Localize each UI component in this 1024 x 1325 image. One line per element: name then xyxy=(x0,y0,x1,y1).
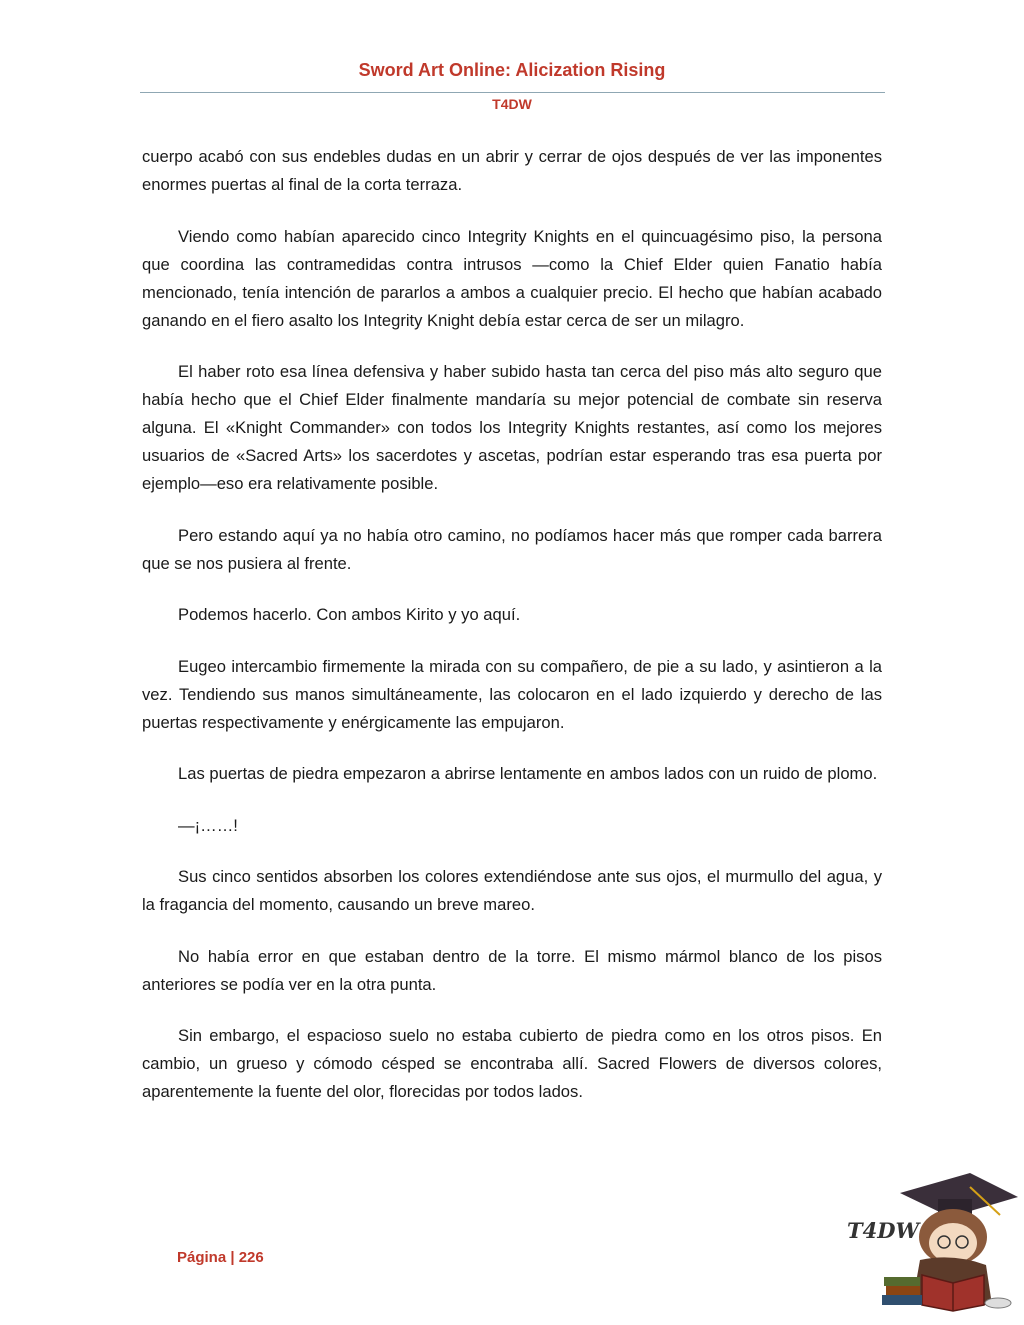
paragraph: Podemos hacerlo. Con ambos Kirito y yo aquí. xyxy=(178,605,521,624)
paragraph: Eugeo intercambio firmemente la mirada con su compañero, de pie a su lado, y asintieron a la vez. Tendiendo sus manos simultáneamente, las colocaron en el lado izquierdo y derecho de las puertas respectivamente y enérgicamente las empujaron. xyxy=(142,656,882,732)
paragraph: Sin embargo, el espacioso suelo no estaba cubierto de piedra como en los otros pisos. En cambio, un grueso y cómodo césped se encontraba allí. Sacred Flowers de diversos colores, aparentemente la fuente del olor, florecidas por todos lados. xyxy=(142,1026,882,1101)
paragraph: cuerpo acabó con sus endebles dudas en un abrir y cerrar de ojos después de ver las imponentes enormes puertas al final de la corta terraza. xyxy=(142,147,882,194)
logo-text: T4DW xyxy=(847,1218,920,1243)
paragraph: No había error en que estaban dentro de la torre. El mismo mármol blanco de los pisos anteriores se podía ver en la otra punta. xyxy=(142,946,882,994)
paragraph: —¡……! xyxy=(178,815,238,835)
paragraph: El haber roto esa línea defensiva y haber subido hasta tan cerca del piso más alto seguro que había hecho que el Chief Elder finalmente mandaría su mejor potencial de combate sin reserva alguna. El «Knight Commander» con todos los Integrity Knights restantes, así como los mejores usuarios de «Sacred Arts» los sacerdotes y ascetas, podrían estar esperando tras esa puerta por ejemplo—eso era relativamente posible. xyxy=(142,362,882,493)
paragraph: Viendo como habían aparecido cinco Integrity Knights en el quincuagésimo piso, la persona que coordina las contramedidas contra intrusos —como la Chief Elder quien Fanatio había mencionado, tenía intención de pararlos a ambos a cualquier precio. El hecho que habían acabado ganando en el fiero asalto los Integrity Knight debía estar cerca de ser un milagro. xyxy=(142,226,882,330)
header-divider xyxy=(140,92,885,93)
running-header-subtitle: T4DW xyxy=(492,96,532,112)
page-body xyxy=(142,143,882,1130)
page-number: Página | 226 xyxy=(177,1249,264,1266)
running-header-title: Sword Art Online: Alicization Rising xyxy=(358,60,666,80)
paragraph: Sus cinco sentidos absorben los colores extendiéndose ante sus ojos, el murmullo del agua, y la fragancia del momento, causando un breve mareo. xyxy=(142,867,882,914)
paragraph: Las puertas de piedra empezaron a abrirse lentamente en ambos lados con un ruido de plomo. xyxy=(178,764,878,783)
paragraph: Pero estando aquí ya no había otro camino, no podíamos hacer más que romper cada barrera que se nos pusiera al frente. xyxy=(142,525,882,573)
